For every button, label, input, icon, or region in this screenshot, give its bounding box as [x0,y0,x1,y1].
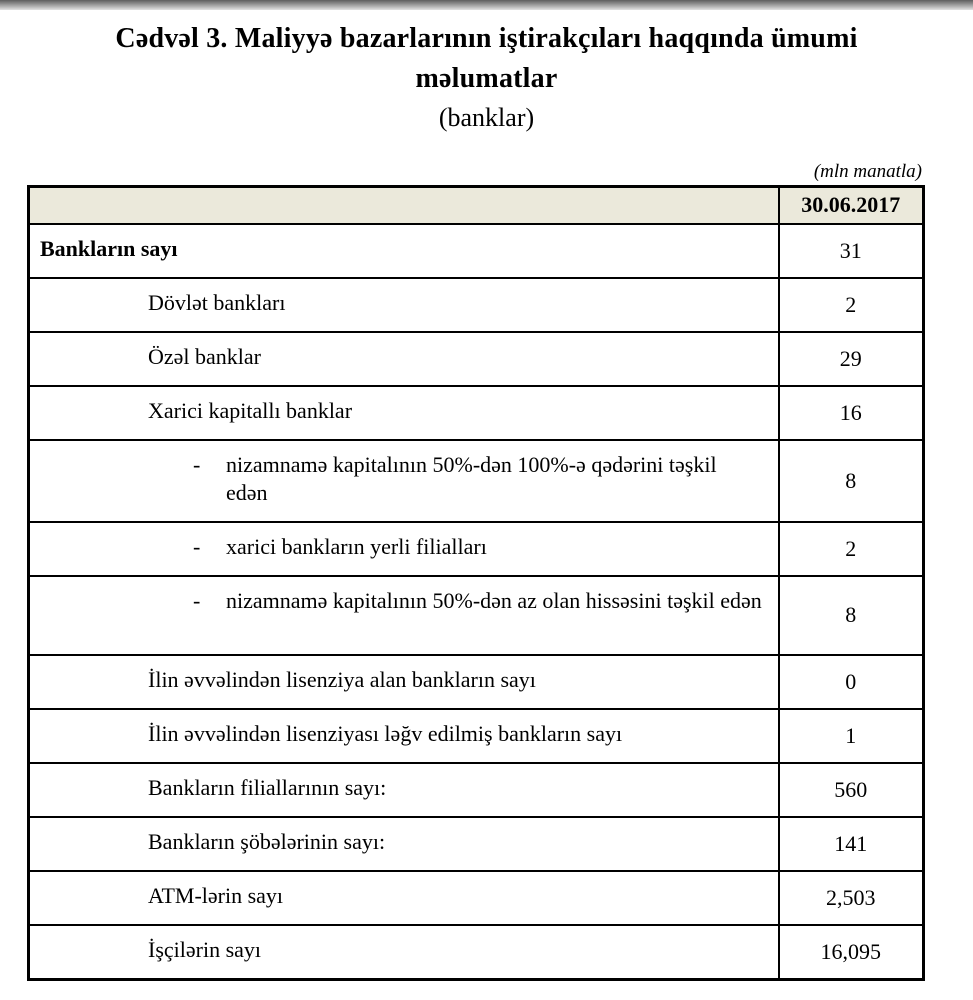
row-label-text: nizamnamə kapitalının 50%-dən az olan hissəsini təşkil edən [226,587,762,613]
row-label-text: Xarici kapitallı banklar [148,397,353,423]
column-header-date: 30.06.2017 [779,187,924,224]
table-header-row [29,187,924,224]
row-label [29,763,779,817]
row-label [29,709,779,763]
page-title-line2: məlumatlar [415,63,558,94]
row-label [29,576,779,655]
table-row [29,522,924,576]
table-row [29,655,924,709]
table-row [29,440,924,522]
row-label [29,871,779,925]
table-row [29,332,924,386]
header-empty-cell [29,187,779,224]
table-row [29,386,924,440]
table-row [29,576,924,655]
row-label [29,522,779,576]
dash-bullet: - [193,451,201,477]
table-row [29,817,924,871]
row-label [29,655,779,709]
row-label-text: Özəl banklar [148,343,261,369]
row-value: 8 [779,440,924,522]
row-label-text: Bankların filiallarının sayı: [148,774,387,800]
row-label [29,817,779,871]
row-value: 0 [779,655,924,709]
row-value: 16 [779,386,924,440]
row-label-text: Bankların şöbələrinin sayı: [148,828,386,854]
page-title-line1: Cədvəl 3. Maliyyə bazarlarının iştirakçıları haqqında ümumi [115,23,858,54]
row-value: 2 [779,278,924,332]
row-value: 141 [779,817,924,871]
row-value: 16,095 [779,925,924,980]
row-value: 2 [779,522,924,576]
row-label-text: İlin əvvəlindən lisenziya alan bankların sayı [148,666,536,692]
row-label-text: xarici bankların yerli filialları [226,533,487,559]
row-label-text: Dövlət bankları [148,289,286,315]
table-row [29,278,924,332]
row-value: 2,503 [779,871,924,925]
row-value: 560 [779,763,924,817]
row-label-text: Bankların sayı [40,235,178,261]
row-label [29,332,779,386]
table-row [29,709,924,763]
table-row [29,871,924,925]
table-row [29,925,924,980]
dash-bullet: - [193,533,201,559]
table-row [29,224,924,278]
row-label-text: İşçilərin sayı [148,936,262,962]
page-subtitle: (banklar) [438,103,535,132]
row-label [29,278,779,332]
page-title [0,19,973,99]
row-label-text: ATM-lərin sayı [148,882,284,908]
dash-bullet: - [193,587,201,613]
row-label-text: nizamnamə kapitalının 50%-dən 100%-ə qədərini təşkil edən [226,451,717,505]
row-label [29,224,779,278]
row-label-text: İlin əvvəlindən lisenziyası ləğv edilmiş bankların sayı [148,720,623,746]
table-row [29,763,924,817]
row-value: 29 [779,332,924,386]
row-label [29,386,779,440]
row-value: 31 [779,224,924,278]
top-divider-bar [0,0,973,10]
row-label [29,925,779,980]
unit-note: (mln manatla) [813,161,922,182]
banks-table [27,185,925,981]
row-label [29,440,779,522]
row-value: 8 [779,576,924,655]
row-value: 1 [779,709,924,763]
